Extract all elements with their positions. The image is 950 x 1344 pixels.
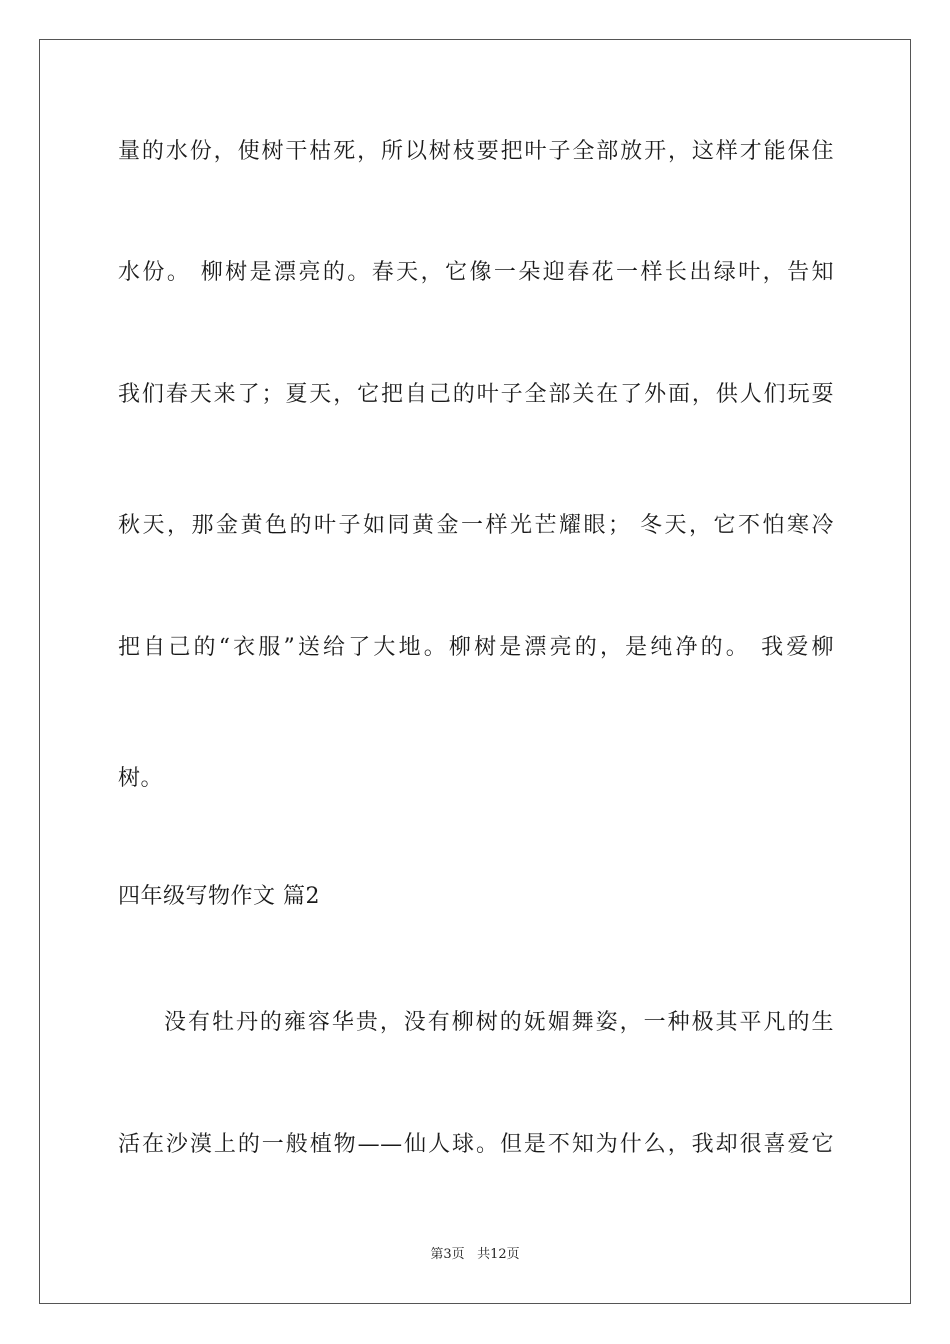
section-line-2: 活在沙漠上的一般植物——仙人球。但是不知为什么，我却很喜爱它 xyxy=(118,1132,834,1157)
body-line-1: 量的水份，使树干枯死，所以树枝要把叶子全部放开，这样才能保住 xyxy=(118,139,834,164)
section-heading: 四年级写物作文 篇2 xyxy=(118,884,320,909)
body-line-6: 树。 xyxy=(118,766,164,791)
section-line-1: 没有牡丹的雍容华贵，没有柳树的妩媚舞姿，一种极其平凡的生 xyxy=(164,1010,834,1035)
page-border xyxy=(39,39,911,1304)
body-line-4: 秋天，那金黄色的叶子如同黄金一样光芒耀眼； 冬天，它不怕寒冷 xyxy=(118,513,834,538)
page-number: 第3页 xyxy=(430,1247,465,1262)
body-line-5: 把自己的“衣服”送给了大地。柳树是漂亮的，是纯净的。 我爱柳 xyxy=(118,635,834,660)
page-footer xyxy=(0,1246,950,1264)
page-total: 共12页 xyxy=(477,1247,520,1262)
body-line-2: 水份。 柳树是漂亮的。春天，它像一朵迎春花一样长出绿叶，告知 xyxy=(118,260,834,285)
body-line-3: 我们春天来了；夏天，它把自己的叶子全部关在了外面，供人们玩耍 xyxy=(118,382,834,407)
